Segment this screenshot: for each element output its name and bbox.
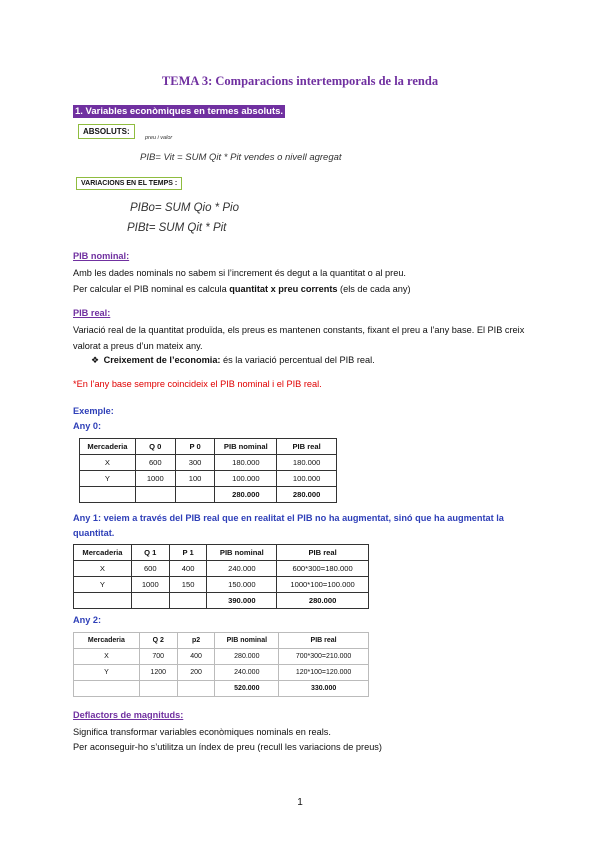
any1-label: Any 1: veiem a través del PIB real que en realitat el PIB no ha augmentat, sinó que ha augmentat la quantitat. xyxy=(73,513,504,538)
header-cell: p2 xyxy=(177,633,215,649)
table-cell: 240.000 xyxy=(215,665,279,681)
header-cell: Mercaderia xyxy=(80,439,136,455)
table-cell xyxy=(175,487,215,503)
table-cell: 280.000 xyxy=(215,487,277,503)
page-number: 1 xyxy=(297,797,303,808)
table-cell: 150 xyxy=(169,577,207,593)
table-cell: 100 xyxy=(175,471,215,487)
table-header-row xyxy=(74,633,369,649)
table-header-row xyxy=(80,439,337,455)
formula-pib: PIB= Vit = SUM Qit * Pit vendes o nivell agregat xyxy=(140,152,342,163)
pib-nominal-line1: Amb les dades nominals no sabem si l’increment és degut a la quantitat o al preu. xyxy=(73,268,406,278)
section-heading: 1. Variables econòmiques en termes absoluts. xyxy=(75,106,284,117)
header-cell: PIB nominal xyxy=(215,633,279,649)
pib-real-text: Variació real de la quantitat produïda, els preus es mantenen constants, fixant el preu a l’any base. El PIB creix valorat a preus d’un mateix any. xyxy=(73,325,525,351)
table-cell: 300 xyxy=(175,455,215,471)
note-any-base: *En l’any base sempre coincideix el PIB nominal i el PIB real. xyxy=(73,379,322,389)
diamond-bullet-icon: ❖ xyxy=(91,355,100,365)
variacions-label: VARIACIONS EN EL TEMPS : xyxy=(76,177,182,190)
pib-real-heading: PIB real: xyxy=(73,308,111,318)
bullet-creixement: ❖ Creixement de l’economia: és la variació percentual del PIB real. xyxy=(91,352,375,368)
header-cell: PIB real xyxy=(277,439,337,455)
deflactors-heading: Deflactors de magnituds: xyxy=(73,710,184,720)
table-cell: X xyxy=(74,649,140,665)
table-cell: 600*300=180.000 xyxy=(277,561,369,577)
table-cell: X xyxy=(74,561,132,577)
header-cell: Q 0 xyxy=(135,439,175,455)
any0-label: Any 0: xyxy=(73,421,102,431)
table-row xyxy=(80,455,337,471)
table-cell: 400 xyxy=(169,561,207,577)
header-cell: Q 2 xyxy=(139,633,177,649)
table-cell xyxy=(169,593,207,609)
header-cell: PIB real xyxy=(277,545,369,561)
table-cell: Y xyxy=(74,665,140,681)
table-cell: 330.000 xyxy=(279,681,369,697)
table-cell: 280.000 xyxy=(277,487,337,503)
pib-nominal-line2: Per calcular el PIB nominal es calcula quantitat x preu corrents (els de cada any) xyxy=(73,284,411,294)
table-any0 xyxy=(79,438,337,503)
header-cell: Mercaderia xyxy=(74,633,140,649)
table-row xyxy=(80,471,337,487)
table-cell: 700 xyxy=(139,649,177,665)
table-row xyxy=(74,665,369,681)
header-cell: P 0 xyxy=(175,439,215,455)
deflactors-line1: Significa transformar variables econòmiques nominals en reals. xyxy=(73,727,331,737)
table-cell: Y xyxy=(74,577,132,593)
table-row xyxy=(74,649,369,665)
formula-pib0: PIBo= SUM Qio * Pio xyxy=(130,202,239,214)
table-header-row xyxy=(74,545,369,561)
table-cell: 280.000 xyxy=(277,593,369,609)
table-cell xyxy=(74,681,140,697)
table-cell: 200 xyxy=(177,665,215,681)
table-cell: 400 xyxy=(177,649,215,665)
table-cell: 700*300=210.000 xyxy=(279,649,369,665)
table-cell xyxy=(177,681,215,697)
table-total-row xyxy=(74,681,369,697)
table-cell: 240.000 xyxy=(207,561,277,577)
table-cell: 120*100=120.000 xyxy=(279,665,369,681)
formula-pibt: PIBt= SUM Qit * Pit xyxy=(127,222,227,234)
table-row xyxy=(74,577,369,593)
table-cell: 100.000 xyxy=(277,471,337,487)
example-heading: Exemple: xyxy=(73,406,114,416)
table-cell: 390.000 xyxy=(207,593,277,609)
table-cell: 280.000 xyxy=(215,649,279,665)
pib-nominal-heading: PIB nominal: xyxy=(73,251,130,261)
header-cell: PIB nominal xyxy=(207,545,277,561)
table-cell xyxy=(131,593,169,609)
absoluts-label: ABSOLUTS: xyxy=(78,124,135,139)
table-cell: 600 xyxy=(131,561,169,577)
table-cell: 520.000 xyxy=(215,681,279,697)
table-cell: 600 xyxy=(135,455,175,471)
table-cell xyxy=(139,681,177,697)
table-cell: 1000 xyxy=(135,471,175,487)
table-cell: 1200 xyxy=(139,665,177,681)
any2-label: Any 2: xyxy=(73,615,102,625)
table-cell: 180.000 xyxy=(277,455,337,471)
header-cell: Mercaderia xyxy=(74,545,132,561)
preu-valor-note: preu i valor xyxy=(145,135,173,141)
table-total-row xyxy=(80,487,337,503)
page-title: TEMA 3: Comparacions intertemporals de la renda xyxy=(161,74,439,88)
header-cell: PIB real xyxy=(279,633,369,649)
header-cell: P 1 xyxy=(169,545,207,561)
table-cell: X xyxy=(80,455,136,471)
table-cell: Y xyxy=(80,471,136,487)
table-row xyxy=(74,561,369,577)
table-cell xyxy=(135,487,175,503)
header-cell: Q 1 xyxy=(131,545,169,561)
table-total-row xyxy=(74,593,369,609)
table-cell xyxy=(80,487,136,503)
table-cell: 180.000 xyxy=(215,455,277,471)
table-cell xyxy=(74,593,132,609)
table-any1 xyxy=(73,544,369,609)
table-cell: 1000 xyxy=(131,577,169,593)
deflactors-line2: Per aconseguir-ho s’utilitza un índex de preu (recull les variacions de preus) xyxy=(73,742,382,752)
header-cell: PIB nominal xyxy=(215,439,277,455)
table-cell: 100.000 xyxy=(215,471,277,487)
table-cell: 150.000 xyxy=(207,577,277,593)
table-any2 xyxy=(73,632,369,697)
table-cell: 1000*100=100.000 xyxy=(277,577,369,593)
